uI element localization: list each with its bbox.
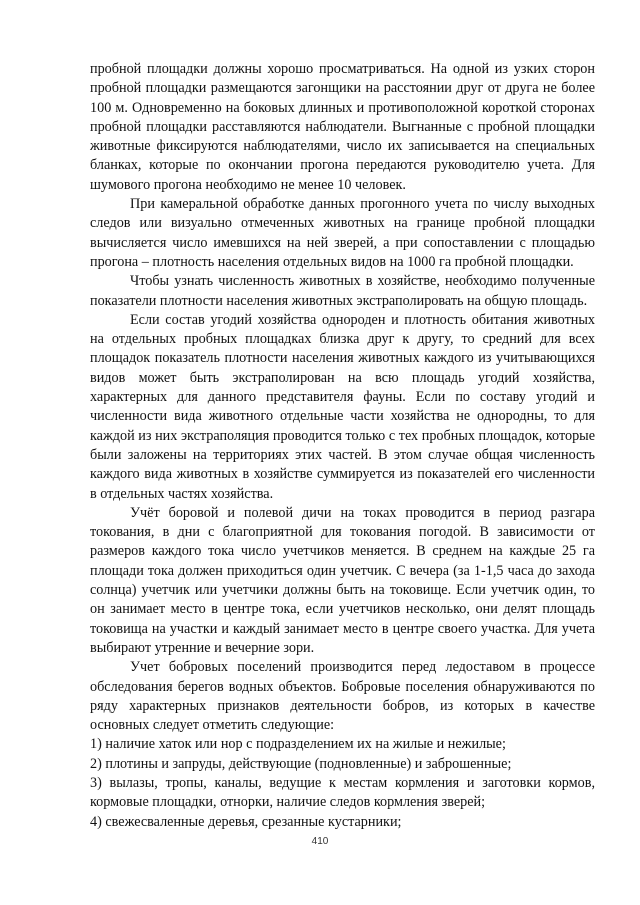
paragraph-homogeneous-land: Если состав угодий хозяйства однороден и плотность обитания животных на отдельных пробных площадках близка друг к другу, то средний для всех площадок показатель плотности населения животных каждого из учитывающихся видов может быть экстраполирован на всю площадь угодий хозяйства, характерных для данного представителя фауны. Если по составу угодий и численности вида животного отдельные части хозяйства не однородны, то для каждой из них экстраполяция проводится только с тех пробных площадок, которые были заложены на территориях этих частей. В этом случае общая численность каждого вида животных в хозяйстве суммируется из показателей его численности в отдельных частях хозяйства. <box>90 311 595 502</box>
list-item: 1) наличие хаток или нор с подразделением их на жилые и нежилые; <box>90 736 506 753</box>
paragraph-beaver-settlements: Учет бобровых поселений производится перед ледоставом в процессе обследования берегов водных объектов. Бобровые поселения обнаруживаются по ряду характерных признаков деятельности бобров, из которых в качестве основных следует отметить следующие: <box>90 659 595 734</box>
body-text <box>90 60 595 832</box>
paragraph-camera-processing: При камеральной обработке данных прогонного учета по числу выходных следов или визуально отмеченных животных на границе пробной площадки вычисляется число имевшихся на ней зверей, а при сопоставлении с площадью прогона – плотность населения отдельных видов на 1000 га пробной площадки. <box>90 196 595 270</box>
list-item: 3) вылазы, тропы, каналы, ведущие к местам кормления и заготовки кормов, кормовые площадки, отнорки, наличие следов кормления зверей; <box>90 774 595 811</box>
list-item: 4) свежесваленные деревья, срезанные кустарники; <box>90 813 402 830</box>
list-item: 2) плотины и запруды, действующие (подновленные) и заброшенные; <box>90 755 512 772</box>
paragraph-extrapolation: Чтобы узнать численность животных в хозяйстве, необходимо полученные показатели плотности населения животных экстраполировать на общую площадь. <box>90 273 595 309</box>
paragraph-continuation: пробной площадки должны хорошо просматриваться. На одной из узких сторон пробной площадки размещаются загонщики на расстоянии друг от друга не более 100 м. Одновременно на боковых длинных и противоположной короткой сторонах пробной площадки расставляются наблюдатели. Выгнанные с пробной площадки животные фиксируются наблюдателями, число их записывается на специальных бланках, которые по окончании прогона передаются руководителю учета. Для шумового прогона необходимо не менее 10 человек. <box>90 61 595 193</box>
page-number: 410 <box>311 836 329 847</box>
paragraph-lek-counting: Учёт боровой и полевой дичи на токах проводится в период разгара токования, в дни с благоприятной для токования погодой. В зависимости от размеров каждого тока число учетчиков меняется. В среднем на каждые 25 га площади тока должен приходиться один учетчик. С вечера (за 1-1,5 часа до захода солнца) учетчик или учетчики должны быть на токовище. Если учетчик один, то он занимает место в центре тока, если учетчиков несколько, они делят площадь токовища на участки и каждый занимает место в центре своего участка. Для учета выбирают утренние и вечерние зори. <box>90 504 595 656</box>
